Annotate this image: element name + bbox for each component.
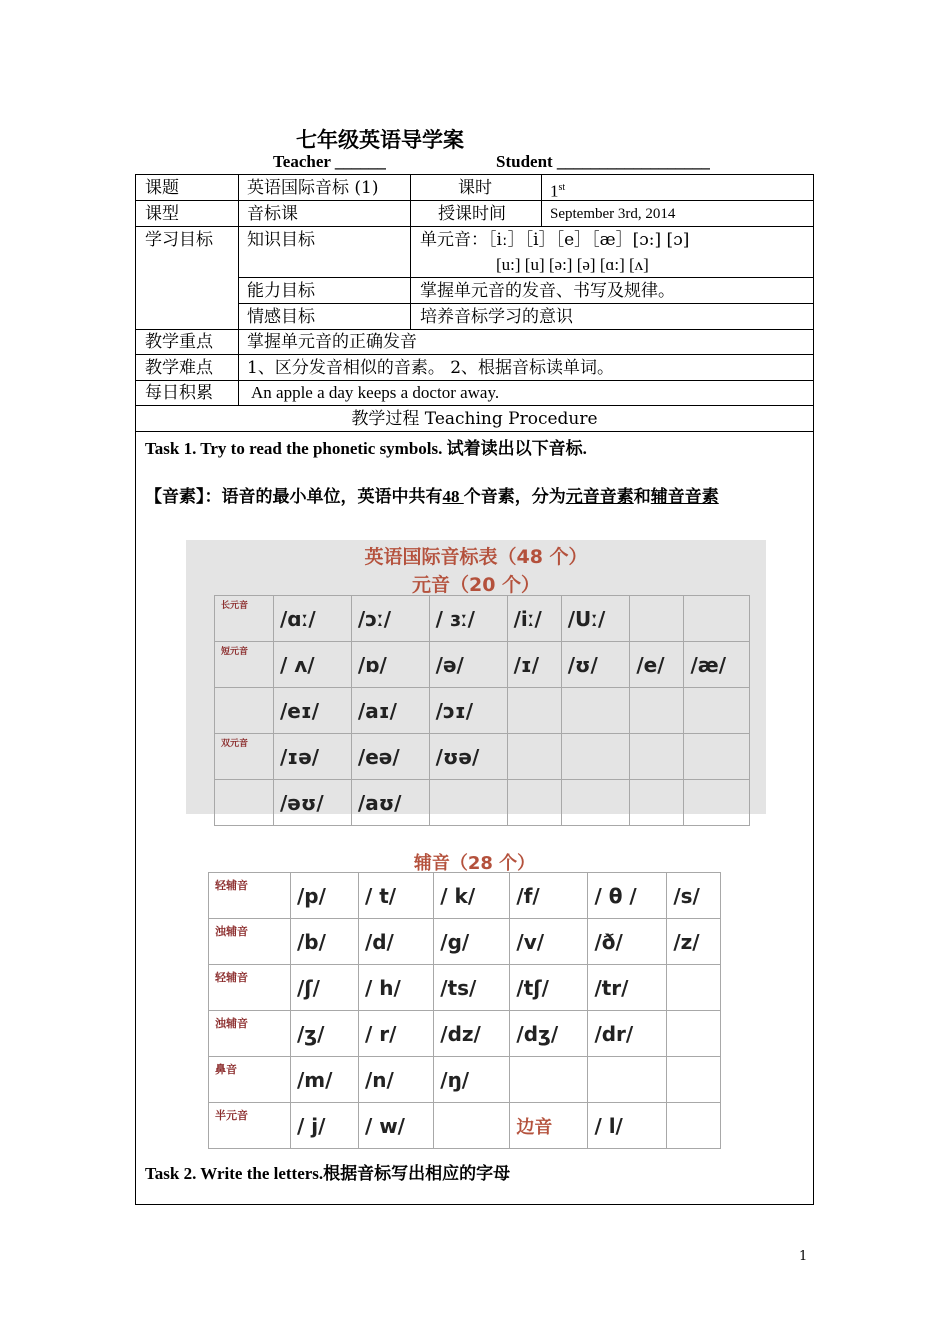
teacher-field: Teacher ______ bbox=[273, 152, 386, 171]
row-label: 轻辅音 bbox=[209, 873, 291, 919]
topic-value: 英语国际音标 (1) bbox=[247, 178, 379, 198]
phonetic-symbol-cell: /z/ bbox=[667, 919, 721, 965]
chart-row bbox=[215, 780, 750, 826]
key-label: 教学重点 bbox=[145, 332, 213, 352]
phonetic-symbol-cell bbox=[561, 780, 630, 826]
vowel-grid bbox=[214, 595, 750, 826]
date-value: September 3rd, 2014 bbox=[550, 206, 676, 222]
row-label: 浊辅音 bbox=[209, 1011, 291, 1057]
phonetic-symbol-cell bbox=[510, 1057, 588, 1103]
daily-value: An apple a day keeps a doctor away. bbox=[251, 383, 500, 402]
phonetic-symbol-cell bbox=[684, 688, 750, 734]
phonetic-symbol-cell: /f/ bbox=[510, 873, 588, 919]
vowel-chart-title: 英语国际音标表（48 个） bbox=[364, 546, 588, 568]
phonetic-symbol-cell bbox=[667, 1103, 721, 1149]
chart-row bbox=[215, 642, 750, 688]
student-field: Student __________________ bbox=[496, 152, 710, 171]
phonetic-symbol-cell bbox=[667, 1057, 721, 1103]
procedure-heading: 教学过程 Teaching Procedure bbox=[351, 409, 598, 429]
phonetic-symbol-cell: /ɔɪ/ bbox=[429, 688, 507, 734]
chart-row bbox=[209, 873, 721, 919]
phonetic-symbol-cell: /ts/ bbox=[434, 965, 510, 1011]
phonetic-symbol-cell: /n/ bbox=[358, 1057, 433, 1103]
phonetic-symbol-cell: /dʒ/ bbox=[510, 1011, 588, 1057]
phonetic-symbol-cell: /b/ bbox=[291, 919, 359, 965]
phonetic-symbol-cell: /æ/ bbox=[684, 642, 750, 688]
phonetic-symbol-cell: 边音 bbox=[510, 1103, 588, 1149]
chart-row bbox=[215, 688, 750, 734]
phonetic-symbol-cell: /ʊ/ bbox=[561, 642, 630, 688]
phonetic-symbol-cell: /v/ bbox=[510, 919, 588, 965]
phonetic-symbol-cell: /ɪə/ bbox=[274, 734, 352, 780]
knowledge-line-1: 单元音：［iː］［i］［e］［æ］[ɔ:] [ɔ] bbox=[420, 230, 690, 250]
phonetic-symbol-cell: /tʃ/ bbox=[510, 965, 588, 1011]
phonetic-symbol-cell: /eɪ/ bbox=[274, 688, 352, 734]
phonetic-symbol-cell bbox=[561, 688, 630, 734]
chart-row bbox=[209, 1011, 721, 1057]
vowel-chart bbox=[186, 540, 766, 814]
chart-row bbox=[215, 596, 750, 642]
phonetic-symbol-cell bbox=[507, 734, 561, 780]
row-label: 短元音 bbox=[215, 642, 274, 688]
daily-label: 每日积累 bbox=[145, 383, 213, 403]
row-label: 双元音 bbox=[215, 734, 274, 780]
row-label: 长元音 bbox=[215, 596, 274, 642]
phonetic-symbol-cell: /p/ bbox=[291, 873, 359, 919]
difficult-label: 教学难点 bbox=[145, 358, 213, 378]
row-label bbox=[215, 688, 274, 734]
phonetic-symbol-cell: /dr/ bbox=[588, 1011, 667, 1057]
phonetic-symbol-cell: /ɪ/ bbox=[507, 642, 561, 688]
period-value: 1st bbox=[550, 181, 566, 201]
phonetic-symbol-cell bbox=[434, 1103, 510, 1149]
phonetic-symbol-cell bbox=[630, 688, 684, 734]
phonetic-symbol-cell: /ʒ/ bbox=[291, 1011, 359, 1057]
page-number: 1 bbox=[799, 1249, 808, 1264]
phonetic-symbol-cell bbox=[588, 1057, 667, 1103]
phonetic-symbol-cell: / ɜː/ bbox=[429, 596, 507, 642]
emotion-label: 情感目标 bbox=[247, 307, 315, 327]
phonetic-symbol-cell: /ɔː/ bbox=[351, 596, 429, 642]
task2-heading: Task 2. Write the letters.根据音标写出相应的字母 bbox=[145, 1164, 511, 1183]
type-label: 课型 bbox=[145, 204, 179, 224]
phonetic-symbol-cell: /tr/ bbox=[588, 965, 667, 1011]
chart-row bbox=[209, 1057, 721, 1103]
consonant-grid bbox=[208, 872, 721, 1149]
phonetic-symbol-cell: / w/ bbox=[358, 1103, 433, 1149]
ability-label: 能力目标 bbox=[247, 281, 315, 301]
phonetic-symbol-cell: / r/ bbox=[358, 1011, 433, 1057]
phonetic-symbol-cell: / h/ bbox=[358, 965, 433, 1011]
phonetic-symbol-cell: /ʊə/ bbox=[429, 734, 507, 780]
phonetic-symbol-cell: /aʊ/ bbox=[351, 780, 429, 826]
phonetic-symbol-cell: /m/ bbox=[291, 1057, 359, 1103]
chart-row bbox=[209, 919, 721, 965]
knowledge-label: 知识目标 bbox=[247, 230, 315, 250]
vowel-chart-subtitle: 元音（20 个） bbox=[411, 574, 541, 596]
phonetic-symbol-cell: /g/ bbox=[434, 919, 510, 965]
lesson-table bbox=[135, 174, 814, 1205]
phonetic-symbol-cell: /dz/ bbox=[434, 1011, 510, 1057]
phonetic-symbol-cell: / k/ bbox=[434, 873, 510, 919]
difficult-value: 1、区分发音相似的音素。 2、根据音标读单词。 bbox=[247, 358, 615, 378]
phonetic-symbol-cell bbox=[667, 1011, 721, 1057]
phonetic-symbol-cell: /iː/ bbox=[507, 596, 561, 642]
phonetic-symbol-cell bbox=[684, 780, 750, 826]
phonetic-symbol-cell: /əʊ/ bbox=[274, 780, 352, 826]
phonetic-symbol-cell: /ɒ/ bbox=[351, 642, 429, 688]
page-title: 七年级英语导学案 bbox=[296, 128, 464, 152]
phonetic-symbol-cell bbox=[507, 780, 561, 826]
phonetic-symbol-cell bbox=[630, 596, 684, 642]
phonetic-symbol-cell: / ʌ/ bbox=[274, 642, 352, 688]
phonetic-symbol-cell bbox=[684, 596, 750, 642]
phonetic-symbol-cell: /eə/ bbox=[351, 734, 429, 780]
chart-row bbox=[209, 965, 721, 1011]
phonetic-symbol-cell: / j/ bbox=[291, 1103, 359, 1149]
phonetic-symbol-cell: /ʃ/ bbox=[291, 965, 359, 1011]
goal-label: 学习目标 bbox=[145, 230, 213, 250]
phonetic-symbol-cell: /ɑː/ bbox=[274, 596, 352, 642]
key-value: 掌握单元音的正确发音 bbox=[247, 332, 417, 352]
phonetic-symbol-cell bbox=[630, 734, 684, 780]
phonetic-symbol-cell: /d/ bbox=[358, 919, 433, 965]
knowledge-line-2: [u:] [u] [ə:] [ə] [ɑ:] [ʌ] bbox=[496, 255, 649, 274]
chart-row bbox=[215, 734, 750, 780]
phonetic-symbol-cell bbox=[684, 734, 750, 780]
phonetic-symbol-cell: /s/ bbox=[667, 873, 721, 919]
row-label: 鼻音 bbox=[209, 1057, 291, 1103]
phonetic-symbol-cell bbox=[429, 780, 507, 826]
task1-heading: Task 1. Try to read the phonetic symbols. 试着读出以下音标. bbox=[145, 439, 587, 458]
emotion-value: 培养音标学习的意识 bbox=[420, 307, 573, 327]
ability-value: 掌握单元音的发音、书写及规律。 bbox=[420, 281, 675, 301]
phonetic-symbol-cell bbox=[507, 688, 561, 734]
phonetic-symbol-cell: /ə/ bbox=[429, 642, 507, 688]
date-label: 授课时间 bbox=[438, 204, 506, 224]
row-label: 轻辅音 bbox=[209, 965, 291, 1011]
row-label: 半元音 bbox=[209, 1103, 291, 1149]
phonetic-symbol-cell: /Uː/ bbox=[561, 596, 630, 642]
row-label: 浊辅音 bbox=[209, 919, 291, 965]
phonetic-symbol-cell: / l/ bbox=[588, 1103, 667, 1149]
topic-label: 课题 bbox=[145, 178, 179, 198]
phonetic-symbol-cell bbox=[630, 780, 684, 826]
phonetic-symbol-cell: /e/ bbox=[630, 642, 684, 688]
phoneme-definition: 【音素】：语音的最小单位，英语中共有48 个音素，分为元音音素和辅音音素 bbox=[145, 487, 719, 506]
phonetic-symbol-cell: /ð/ bbox=[588, 919, 667, 965]
phonetic-symbol-cell: / t/ bbox=[358, 873, 433, 919]
phonetic-symbol-cell bbox=[561, 734, 630, 780]
phonetic-symbol-cell: /aɪ/ bbox=[351, 688, 429, 734]
chart-row bbox=[209, 1103, 721, 1149]
consonant-chart-title: 辅音（28 个） bbox=[413, 853, 536, 874]
phonetic-symbol-cell: /ŋ/ bbox=[434, 1057, 510, 1103]
type-value: 音标课 bbox=[247, 204, 298, 224]
row-label bbox=[215, 780, 274, 826]
period-label: 课时 bbox=[458, 178, 492, 198]
phonetic-symbol-cell: / θ / bbox=[588, 873, 667, 919]
phonetic-symbol-cell bbox=[667, 965, 721, 1011]
